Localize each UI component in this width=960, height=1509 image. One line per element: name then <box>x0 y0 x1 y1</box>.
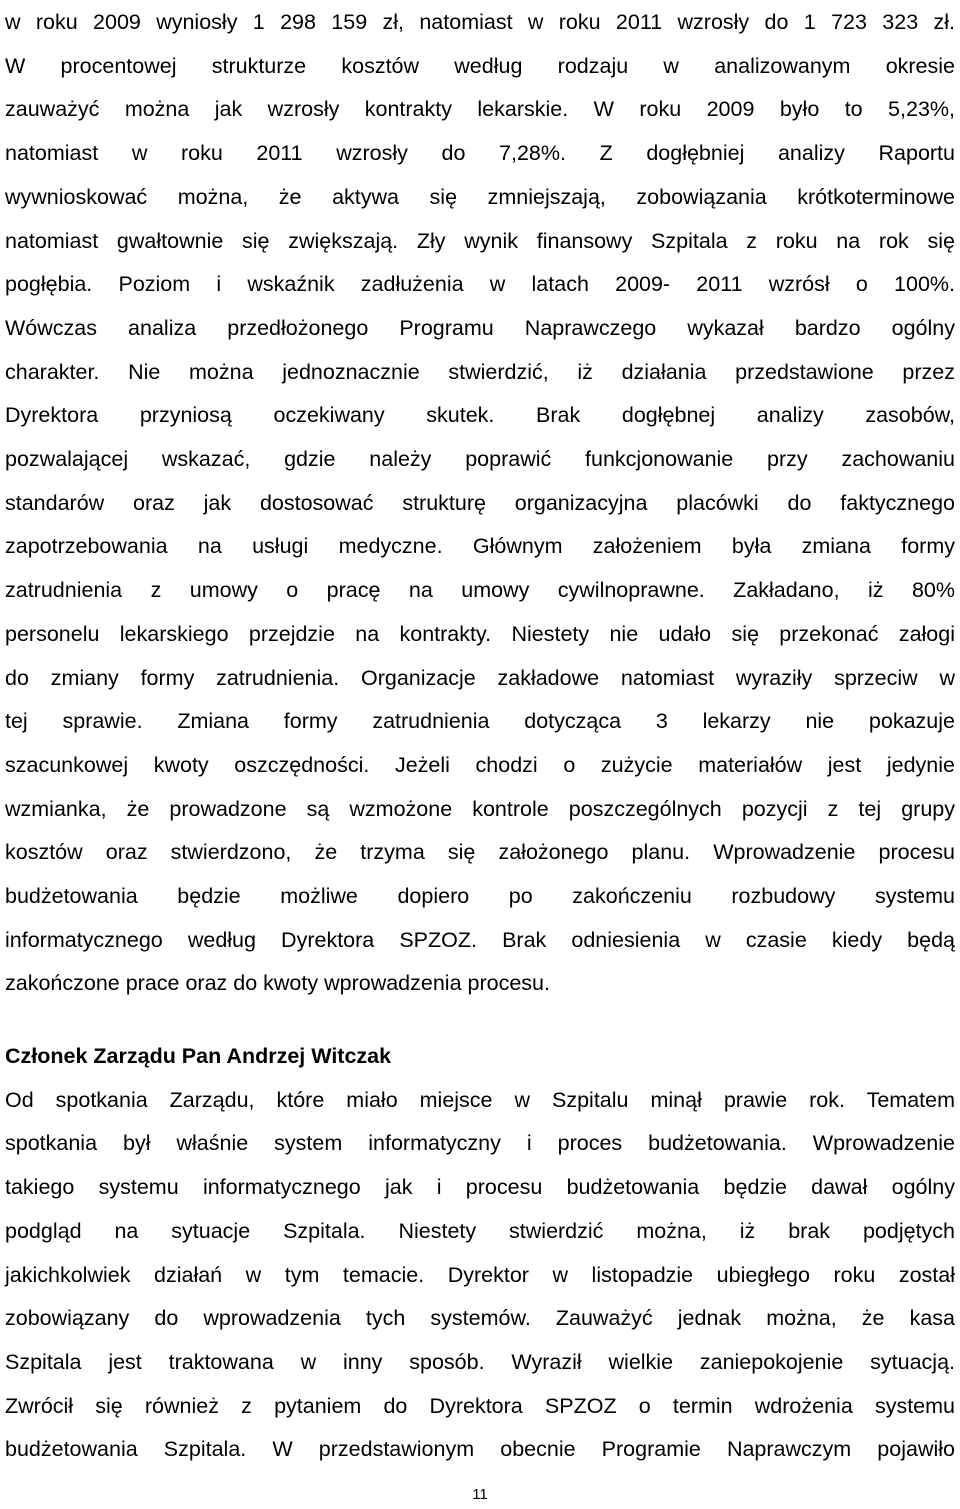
text-line: takiego systemu informatycznego jak i procesu budżetowania będzie dawał ogólny <box>5 1175 955 1200</box>
text-line: Szpitala jest traktowana w inny sposób. Wyraził wielkie zaniepokojenie sytuacją. <box>5 1349 955 1374</box>
text-line: wzmianka, że prowadzone są wzmożone kontrole poszczególnych pozycji z tej grupy <box>5 796 955 821</box>
page-number: 11 <box>472 1486 488 1503</box>
text-line: zapotrzebowania na usługi medyczne. Głównym założeniem była zmiana formy <box>5 534 955 559</box>
text-line: szacunkowej kwoty oszczędności. Jeżeli chodzi o zużycie materiałów jest jedynie <box>5 752 955 777</box>
text-line: standarów oraz jak dostosować strukturę organizacyjna placówki do faktycznego <box>5 490 955 515</box>
text-line: wywnioskować można, że aktywa się zmniejszają, zobowiązania krótkoterminowe <box>5 184 955 209</box>
text-line: jakichkolwiek działań w tym temacie. Dyrektor w listopadzie ubiegłego roku został <box>5 1262 955 1287</box>
text-line: charakter. Nie można jednoznacznie stwierdzić, iż działania przedstawione przez <box>5 359 955 384</box>
text-line: informatycznego według Dyrektora SPZOZ. Brak odniesienia w czasie kiedy będą <box>5 927 955 952</box>
text-line: zobowiązany do wprowadzenia tych systemów. Zauważyć jednak można, że kasa <box>5 1306 955 1331</box>
text-line: natomiast gwałtownie się zwiększają. Zły wynik finansowy Szpitala z roku na rok się <box>5 228 955 253</box>
text-line: Wówczas analiza przedłożonego Programu Naprawczego wykazał bardzo ogólny <box>5 315 955 340</box>
text-line: pozwalającej wskazać, gdzie należy poprawić funkcjonowanie przy zachowaniu <box>5 447 955 471</box>
text-line: zauważyć można jak wzrosły kontrakty lekarskie. W roku 2009 było to 5,23%, <box>5 97 955 122</box>
text-line: spotkania był właśnie system informatyczny i proces budżetowania. Wprowadzenie <box>5 1131 955 1156</box>
text-line: personelu lekarskiego przejdzie na kontrakty. Niestety nie udało się przekonać załogi <box>5 621 955 646</box>
section-heading: Członek Zarządu Pan Andrzej Witczak <box>5 1044 392 1068</box>
text-line: budżetowania będzie możliwe dopiero po zakończeniu rozbudowy systemu <box>5 884 955 908</box>
text-line: podgląd na sytuacje Szpitala. Niestety stwierdzić można, iż brak podjętych <box>5 1218 955 1243</box>
text-line: do zmiany formy zatrudnienia. Organizacje zakładowe natomiast wyraziły sprzeciw w <box>5 665 955 690</box>
text-line: budżetowania Szpitala. W przedstawionym obecnie Programie Naprawczym pojawiło <box>5 1437 955 1462</box>
text-line: kosztów oraz stwierdzono, że trzyma się założonego planu. Wprowadzenie procesu <box>5 840 955 865</box>
text-line: zatrudnienia z umowy o pracę na umowy cywilnoprawne. Zakładano, iż 80% <box>5 578 955 603</box>
text-line: Od spotkania Zarządu, które miało miejsce w Szpitalu minął prawie rok. Tematem <box>5 1087 955 1112</box>
text-line: natomiast w roku 2011 wzrosły do 7,28%. Z dogłębniej analizy Raportu <box>5 141 955 166</box>
text-line: w roku 2009 wyniosły 1 298 159 zł, natomiast w roku 2011 wzrosły do 1 723 323 zł. <box>5 10 955 34</box>
text-line: zakończone prace oraz do kwoty wprowadzenia procesu. <box>5 971 550 996</box>
text-line: tej sprawie. Zmiana formy zatrudnienia dotycząca 3 lekarzy nie pokazuje <box>5 709 955 734</box>
text-line: pogłębia. Poziom i wskaźnik zadłużenia w latach 2009- 2011 wzrósł o 100%. <box>5 272 955 297</box>
text-line: Zwrócił się również z pytaniem do Dyrektora SPZOZ o termin wdrożenia systemu <box>5 1393 955 1418</box>
text-line: W procentowej strukturze kosztów według rodzaju w analizowanym okresie <box>5 53 955 78</box>
text-line: Dyrektora przyniosą oczekiwany skutek. Brak dogłębnej analizy zasobów, <box>5 403 955 428</box>
